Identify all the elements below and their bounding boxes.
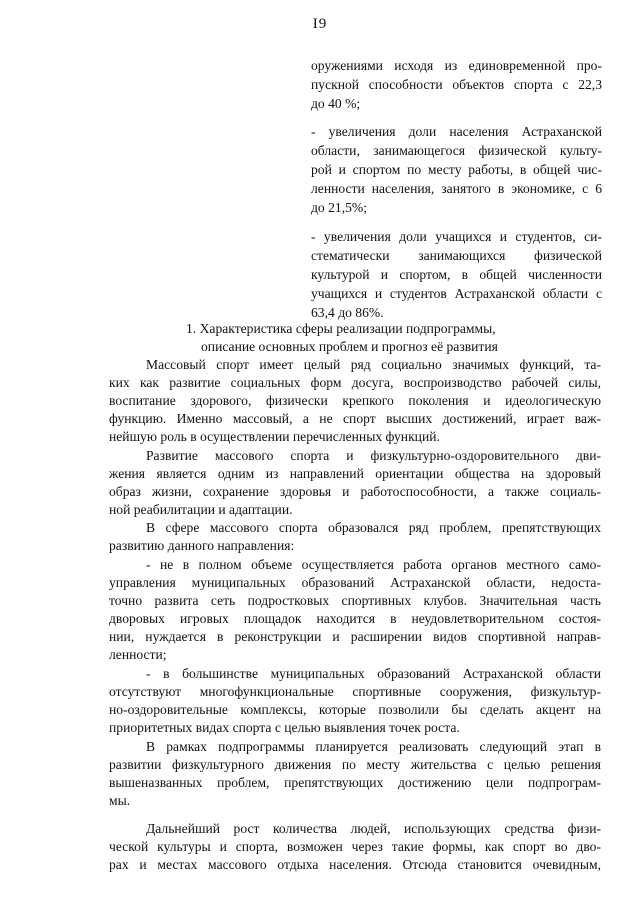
list-item-line: нии, нуждается в реконструкции и расширении видов спортивной направ-	[109, 629, 601, 644]
list-item-line: приоритетных видах спорта с целью выявления точек роста.	[109, 720, 460, 735]
paragraph-line: ких как развитие социальных форм досуга, воспроизводство рабочей силы,	[109, 375, 601, 390]
list-item-line: - увеличения доли населения Астраханской	[311, 124, 602, 139]
list-item-line: стематически занимающихся физической	[311, 248, 602, 263]
text-line: до 40 %;	[311, 96, 361, 111]
paragraph-line: ческой культуры и спорта, возможен через такие формы, как спорт во дво-	[109, 839, 601, 854]
paragraph-line: жения является одним из направлений ориентации общества на здоровый	[109, 466, 601, 481]
paragraph-line: нейшую роль в осуществлении перечисленных функций.	[109, 429, 440, 444]
list-item-line: - не в полном объеме осуществляется работа органов местного само-	[146, 557, 601, 572]
paragraph-line: ной реабилитации и адаптации.	[109, 502, 293, 517]
paragraph-line: рах и местах массового отдыха населения. Отсюда становится очевидным,	[109, 857, 601, 872]
paragraph-line: вышеназванных проблем, препятствующих достижению цели подпрограм-	[109, 775, 601, 790]
list-item-line: но-оздоровительные комплексы, которые позволили бы сделать акцент на	[109, 702, 601, 717]
list-item-line: управления муниципальных образований Астраханской области, недоста-	[109, 575, 601, 590]
list-item-line: культурой и спортом, в общей численности	[311, 267, 602, 282]
list-item-line: ленности;	[109, 647, 167, 662]
list-item-line: ленности населения, занятого в экономике, с 6	[311, 181, 602, 196]
section-heading: 1. Характеристика сферы реализации подпрограммы,	[186, 321, 496, 336]
list-item-line: области, занимающегося физической культу-	[311, 143, 602, 158]
list-item-line: - увеличения доли учащихся и студентов, си-	[311, 229, 602, 244]
list-item-line: учащихся и студентов Астраханской области с	[311, 286, 602, 301]
paragraph-line: Развитие массового спорта и физкультурно-оздоровительного дви-	[146, 448, 601, 463]
paragraph-line: воспитание здорового, физически крепкого поколения и идеологическую	[109, 393, 601, 408]
paragraph-line: развитии физкультурного движения по месту жительства с целью решения	[109, 757, 601, 772]
section-heading: описание основных проблем и прогноз её развития	[201, 339, 498, 354]
paragraph-line: Массовый спорт имеет целый ряд социально значимых функций, та-	[146, 357, 601, 372]
text-line: оружениями исходя из единовременной про-	[311, 58, 602, 73]
list-item-line: 63,4 до 86%.	[311, 305, 384, 320]
list-item-line: рой и спортом по месту работы, в общей чис-	[311, 162, 602, 177]
paragraph-line: мы.	[109, 793, 131, 808]
paragraph-line: функцию. Именно массовый, а не спорт высших достижений, играет важ-	[109, 411, 601, 426]
page-number: I9	[312, 16, 328, 32]
list-item-line: дворовых игровых площадок находится в неудовлетворительном состоя-	[109, 611, 601, 626]
list-item-line: точно развита сеть подростковых спортивных клубов. Значительная часть	[109, 593, 601, 608]
paragraph-line: образ жизни, сохранение здоровья и работоспособности, а также социаль-	[109, 484, 601, 499]
list-item-line: до 21,5%;	[311, 200, 368, 215]
text-line: пускной способности объектов спорта с 22,3	[311, 77, 602, 92]
list-item-line: - в большинстве муниципальных образований Астраханской области	[146, 666, 601, 681]
paragraph-line: В сфере массового спорта образовался ряд проблем, препятствующих	[146, 520, 601, 535]
paragraph-line: Дальнейший рост количества людей, использующих средства физи-	[146, 821, 601, 836]
list-item-line: отсутствуют многофункциональные спортивные сооружения, физкультур-	[109, 684, 601, 699]
paragraph-line: В рамках подпрограммы планируется реализовать следующий этап в	[146, 739, 601, 754]
paragraph-line: развитию данного направления:	[109, 538, 295, 553]
